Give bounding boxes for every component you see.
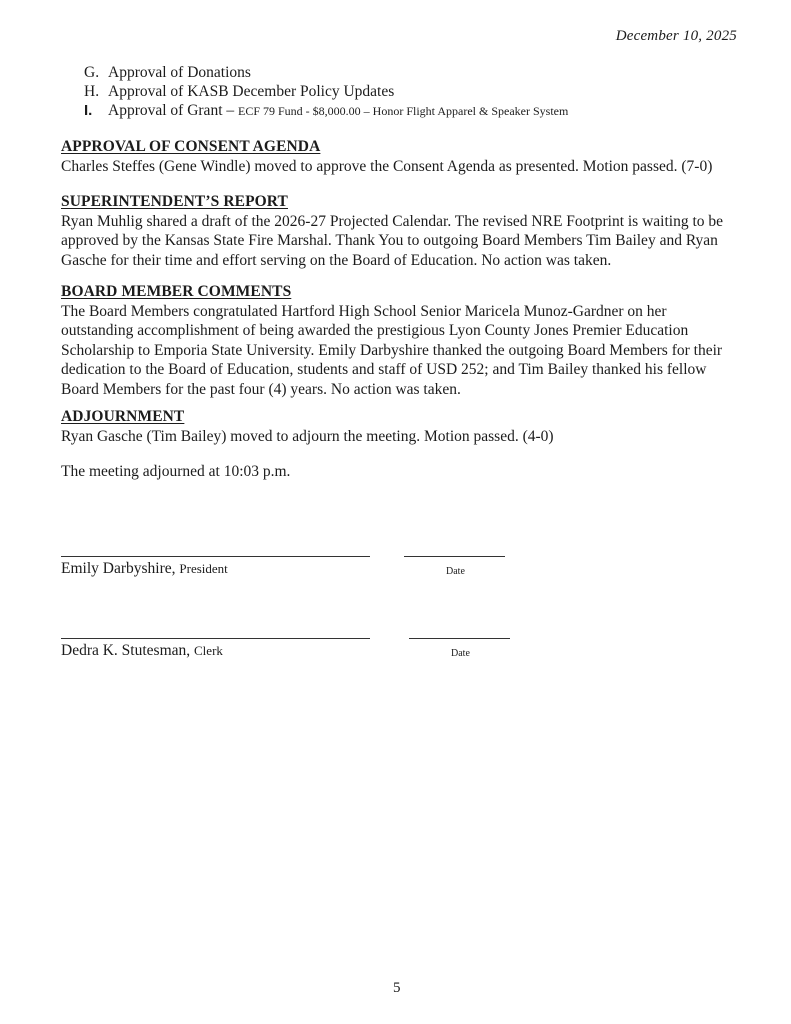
- agenda-item-letter: H.: [84, 83, 100, 100]
- signature-president: [61, 560, 228, 578]
- agenda-item-detail: ECF 79 Fund - $8,000.00 – Honor Flight Apparel & Speaker System: [238, 104, 569, 118]
- closing-statement: [61, 462, 741, 482]
- signer-title: Clerk: [194, 643, 223, 658]
- section-superintendent-report: [61, 192, 741, 270]
- section-body: Ryan Muhlig shared a draft of the 2026-27 Projected Calendar. The revised NRE Footprint is waiting to be approved by the Kansas State Fire Marshal. Thank You to outgoing Board Members Tim Bailey and Ryan Gasche for their time and effort serving on the Board of Education. No action was taken.: [61, 212, 724, 269]
- date-label-clerk: Date: [451, 648, 470, 659]
- signer-name: Dedra K. Stutesman,: [61, 642, 191, 659]
- agenda-item-text: Approval of Grant –: [108, 102, 238, 119]
- section-body: The Board Members congratulated Hartford High School Senior Maricela Munoz-Gardner on her outstanding accomplishment of being awarded the prestigious Lyon County Jones Premier Education Scholarship to Emporia State University. Emily Darbyshire thanked the outgoing Board Members for their dedication to the Board of Education, students and staff of USD 252; and Tim Bailey thanked his fellow Board Members for the past four (4) years. No action was taken.: [61, 302, 723, 398]
- section-heading: ADJOURNMENT: [61, 408, 185, 425]
- date-label-president: Date: [446, 566, 465, 577]
- agenda-item-letter: I.: [84, 102, 93, 119]
- closing-text: The meeting adjourned at 10:03 p.m.: [61, 463, 291, 480]
- page-number: 5: [393, 980, 401, 996]
- document-date: December 10, 2025: [615, 28, 737, 44]
- section-body: Ryan Gasche (Tim Bailey) moved to adjourn the meeting. Motion passed. (4-0): [61, 427, 554, 445]
- date-line-president: [404, 556, 505, 557]
- section-adjournment: [61, 407, 741, 446]
- agenda-item-text: Approval of KASB December Policy Updates: [108, 83, 395, 100]
- signature-line-president: [61, 556, 370, 557]
- section-body: Charles Steffes (Gene Windle) moved to approve the Consent Agenda as presented. Motion passed. (7-0): [61, 157, 713, 175]
- agenda-item-g: [84, 63, 568, 82]
- section-consent-agenda: [61, 137, 741, 176]
- section-heading: BOARD MEMBER COMMENTS: [61, 283, 292, 300]
- agenda-item-letter: G.: [84, 64, 100, 81]
- signature-clerk: [61, 642, 223, 660]
- signer-name: Emily Darbyshire,: [61, 560, 176, 577]
- section-heading: APPROVAL OF CONSENT AGENDA: [61, 138, 321, 155]
- signature-line-clerk: [61, 638, 370, 639]
- agenda-item-list: [84, 63, 568, 121]
- signer-title: President: [179, 561, 228, 576]
- agenda-item-i: [84, 101, 568, 121]
- section-board-member-comments: [61, 282, 741, 399]
- agenda-item-h: [84, 82, 568, 101]
- section-heading: SUPERINTENDENT’S REPORT: [61, 193, 288, 210]
- agenda-item-text: Approval of Donations: [108, 64, 251, 81]
- date-line-clerk: [409, 638, 510, 639]
